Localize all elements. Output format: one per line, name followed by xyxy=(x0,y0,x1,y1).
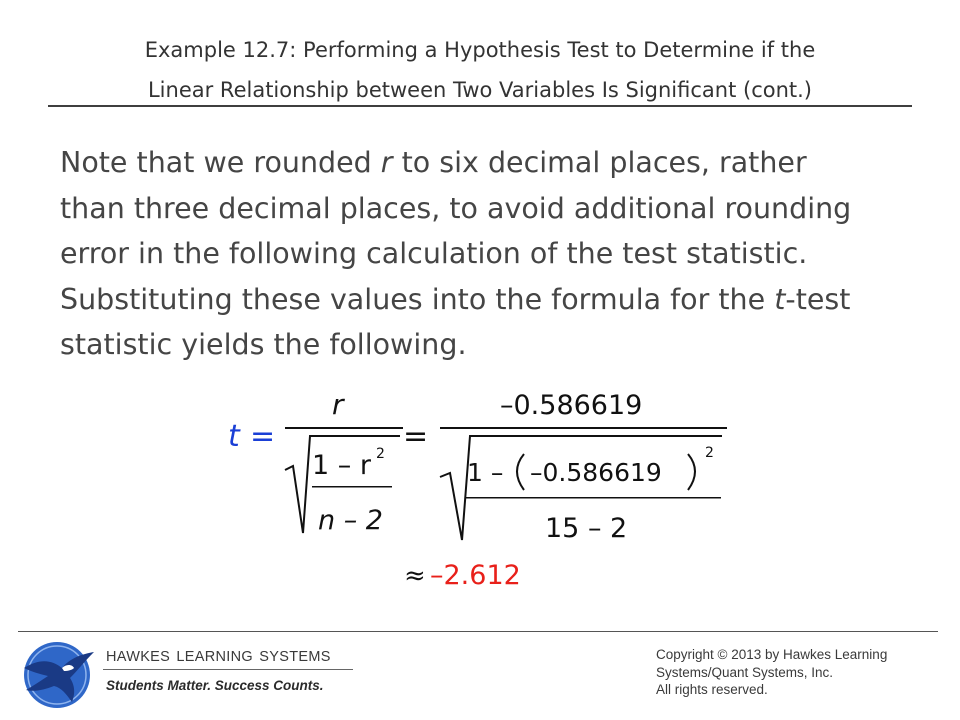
formula-inner-fraction-bar-2 xyxy=(465,497,721,499)
body-line-3: error in the following calculation of the test statistic. xyxy=(60,237,808,270)
copyright-notice xyxy=(656,646,946,699)
formula-lhs-t: t xyxy=(228,419,240,454)
variable-t: t xyxy=(774,282,786,316)
formula-inner-numerator-2-value: –0.586619 xyxy=(530,458,662,487)
formula-equals-1: = xyxy=(250,419,276,454)
slide-title-line-2: Linear Relationship between Two Variables Is Significant (cont.) xyxy=(147,78,812,102)
formula-fraction-bar-2 xyxy=(440,427,727,429)
body-line-4-text: Substituting these values into the formula for the xyxy=(60,282,775,316)
brand-tagline: Students Matter. Success Counts. xyxy=(106,678,324,693)
copyright-line-2: Systems/Quant Systems, Inc. xyxy=(656,664,834,680)
formula-inner-denominator-2: 15 – 2 xyxy=(545,513,628,544)
formula-inner-denominator-1: n – 2 xyxy=(318,505,383,536)
footer-divider xyxy=(18,631,938,632)
copyright-line-1: Copyright © 2013 by Hawkes Learning xyxy=(656,647,888,662)
body-line-1-rest: to six decimal places, rather xyxy=(392,146,807,179)
brand-underline xyxy=(103,669,353,670)
body-line-4-rest: -test xyxy=(785,282,851,316)
body-line-2: than three decimal places, to avoid additional rounding xyxy=(60,191,852,225)
formula-inner-fraction-bar-1 xyxy=(312,486,392,488)
slide-title-line-1: Example 12.7: Performing a Hypothesis Test to Determine if the xyxy=(144,38,816,62)
formula-approx-symbol: ≈ xyxy=(404,561,426,591)
body-line-5: statistic yields the following. xyxy=(60,328,467,361)
formula-numerator-r: r xyxy=(332,388,344,421)
formula-exponent-2: 2 xyxy=(705,445,714,461)
eagle-logo-icon xyxy=(18,638,96,710)
formula-inner-numerator-1: 1 – r xyxy=(312,450,371,481)
formula-inner-numerator-2-prefix: 1 – xyxy=(467,458,504,487)
body-line-1-text: Note that we rounded xyxy=(60,146,381,179)
copyright-line-3: All rights reserved. xyxy=(656,682,768,697)
formula-exponent-1: 2 xyxy=(376,446,385,462)
formula-numerator-value: –0.586619 xyxy=(500,390,643,421)
formula-left-paren xyxy=(517,454,524,490)
formula-right-paren xyxy=(688,454,695,490)
brand-name: HAWKES LEARNING SYSTEMS xyxy=(106,649,331,665)
formula-result: –2.612 xyxy=(430,560,521,591)
formula-equals-2: = xyxy=(403,419,429,454)
variable-r: r xyxy=(380,146,393,179)
formula-fraction-bar-1 xyxy=(285,427,403,429)
